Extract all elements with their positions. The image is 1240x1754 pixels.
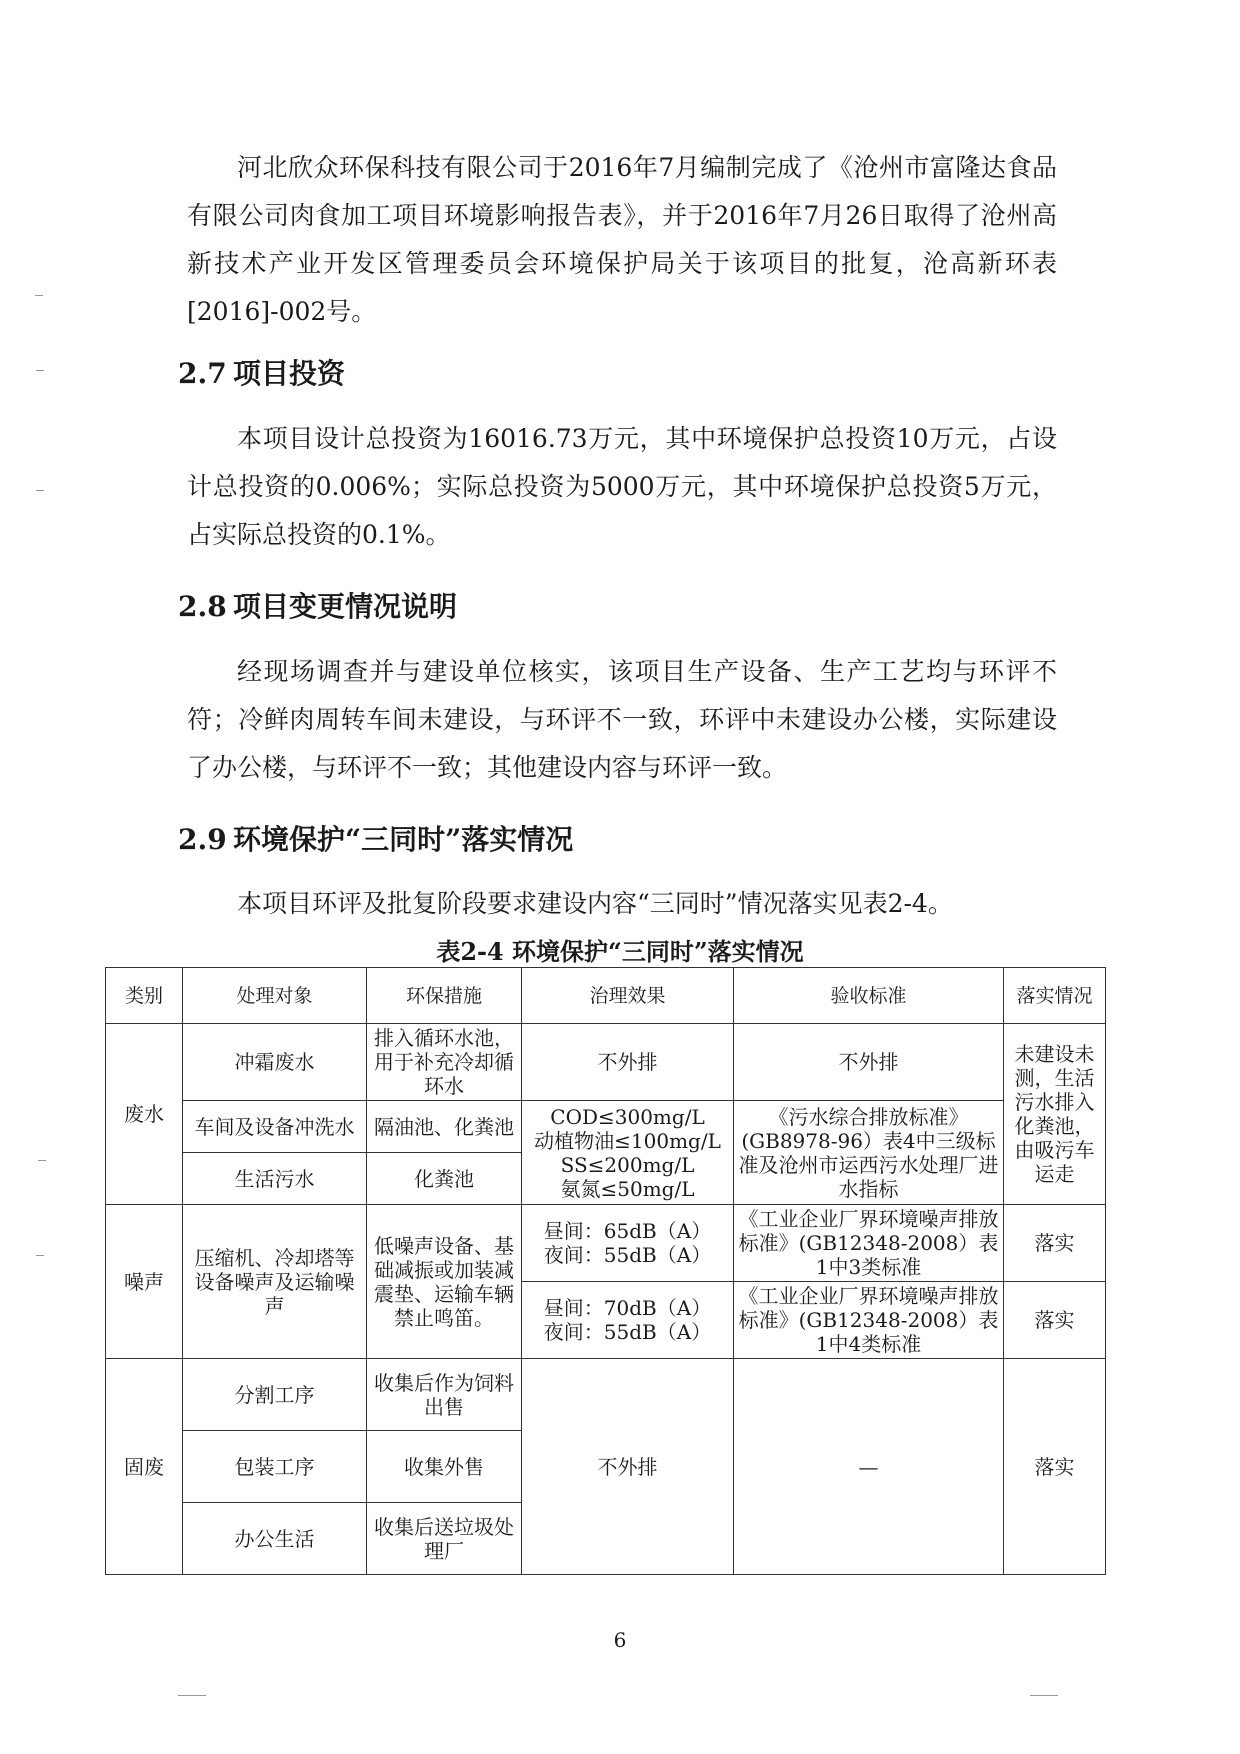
table-caption: 表2-4 环境保护“三同时”落实情况: [436, 937, 804, 966]
section-heading-2-7: [178, 352, 345, 392]
section-number: 2.8: [178, 590, 227, 623]
section-number: 2.9: [178, 823, 227, 856]
table-row: [106, 1205, 1106, 1282]
category-cell: 噪声: [106, 1205, 183, 1359]
scan-mark: [38, 1160, 46, 1161]
target-cell: 分割工序: [183, 1359, 367, 1431]
standard-cell: 《工业企业厂界环境噪声排放标准》(GB12348-2008）表1中3类标准: [734, 1205, 1004, 1282]
measure-cell: 排入循环水池，用于补充冷却循环水: [367, 1024, 522, 1101]
header-target: 处理对象: [183, 968, 367, 1024]
three-simultaneous-paragraph: 本项目环评及批复阶段要求建设内容“三同时”情况落实见表2-4。: [237, 889, 953, 918]
target-cell: 包装工序: [183, 1431, 367, 1503]
measure-cell: 化粪池: [367, 1153, 522, 1205]
scan-mark: [1030, 1695, 1058, 1696]
status-cell: 落实: [1004, 1282, 1106, 1359]
section-number: 2.7: [178, 357, 227, 390]
target-cell: 压缩机、冷却塔等设备噪声及运输噪声: [183, 1205, 367, 1359]
category-cell: 固废: [106, 1359, 183, 1575]
section-title: 项目变更情况说明: [233, 590, 458, 623]
effect-cell: 昼间：70dB（A） 夜间：55dB（A）: [522, 1282, 734, 1359]
header-measure: 环保措施: [367, 968, 522, 1024]
effect-cell: 昼间：65dB（A） 夜间：55dB（A）: [522, 1205, 734, 1282]
standard-cell: 《工业企业厂界环境噪声排放标准》(GB12348-2008）表1中4类标准: [734, 1282, 1004, 1359]
status-cell: 落实: [1004, 1205, 1106, 1282]
header-category: 类别: [106, 968, 183, 1024]
category-cell: 废水: [106, 1024, 183, 1205]
scan-mark: [178, 1695, 206, 1696]
measure-cell: 低噪声设备、基础减振或加装减震垫、运输车辆禁止鸣笛。: [367, 1205, 522, 1359]
table-row: [106, 1101, 1106, 1153]
target-cell: 生活污水: [183, 1153, 367, 1205]
effect-cell: 不外排: [522, 1359, 734, 1575]
section-heading-2-9: [178, 818, 573, 858]
measure-cell: 收集外售: [367, 1431, 522, 1503]
measure-cell: 收集后作为饲料出售: [367, 1359, 522, 1431]
status-cell: 落实: [1004, 1359, 1106, 1575]
scan-mark: [36, 370, 44, 371]
scan-mark: [36, 1255, 44, 1256]
measure-cell: 收集后送垃圾处理厂: [367, 1503, 522, 1575]
header-standard: 验收标准: [734, 968, 1004, 1024]
effect-cell: COD≤300mg/L 动植物油≤100mg/L SS≤200mg/L 氨氮≤50mg/L: [522, 1101, 734, 1205]
header-effect: 治理效果: [522, 968, 734, 1024]
target-cell: 车间及设备冲洗水: [183, 1101, 367, 1153]
scan-mark: [35, 295, 43, 296]
section-heading-2-8: [178, 585, 457, 625]
standard-cell: 《污水综合排放标准》(GB8978-96）表4中三级标准及沧州市运西污水处理厂进水指标: [734, 1101, 1004, 1205]
changes-paragraph: 经现场调查并与建设单位核实，该项目生产设备、生产工艺均与环评不符；冷鲜肉周转车间未建设，与环评不一致，环评中未建设办公楼，实际建设了办公楼，与环评不一致；其他建设内容与环评一致。: [187, 657, 1057, 782]
three-simultaneous-table: [105, 967, 1106, 1575]
page-number: 6: [613, 1628, 627, 1652]
table-row: [106, 1359, 1106, 1431]
section-title: 环境保护“三同时”落实情况: [233, 823, 574, 856]
scan-mark: [36, 490, 44, 491]
effect-cell: 不外排: [522, 1024, 734, 1101]
table-header-row: [106, 968, 1106, 1024]
measure-cell: 隔油池、化粪池: [367, 1101, 522, 1153]
table-row: [106, 1024, 1106, 1101]
section-title: 项目投资: [233, 357, 346, 390]
investment-paragraph: 本项目设计总投资为16016.73万元，其中环境保护总投资10万元，占设计总投资的0.006%；实际总投资为5000万元，其中环境保护总投资5万元，占实际总投资的0.1%。: [187, 424, 1057, 549]
header-status: 落实情况: [1004, 968, 1106, 1024]
intro-paragraph: 河北欣众环保科技有限公司于2016年7月编制完成了《沧州市富隆达食品有限公司肉食加工项目环境影响报告表》，并于2016年7月26日取得了沧州高新技术产业开发区管理委员会环境保护局关于该项目的批复，沧高新环表[2016]-002号。: [187, 153, 1057, 326]
status-cell: 未建设未测，生活污水排入化粪池，由吸污车运走: [1004, 1024, 1106, 1205]
target-cell: 冲霜废水: [183, 1024, 367, 1101]
standard-cell: —: [734, 1359, 1004, 1575]
standard-cell: 不外排: [734, 1024, 1004, 1101]
target-cell: 办公生活: [183, 1503, 367, 1575]
